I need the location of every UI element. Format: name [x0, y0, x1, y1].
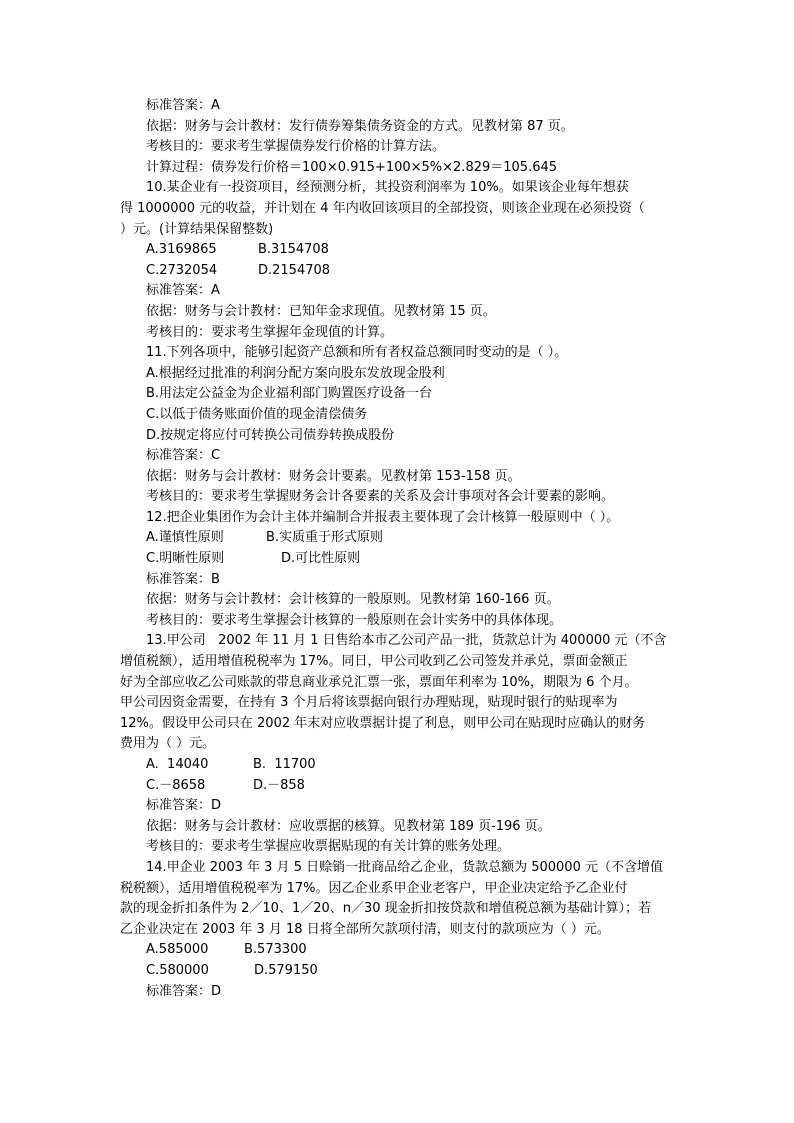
text-line: B.用法定公益金为企业福利部门购置医疗设备一台: [146, 386, 433, 402]
text-line: 乙企业决定在 2003 年 3 月 18 日将全部所欠款项付清，则支付的款项应为（ ）元。: [120, 921, 610, 937]
option-right: D.579150: [254, 962, 318, 978]
text-line: 增值税额），适用增值税税率为 17%。同日，甲公司收到乙公司签发并承兑，票面金额正: [120, 654, 628, 670]
text-line: 考核目的：要求考生掌握债券发行价格的计算方法。: [146, 139, 446, 155]
text-line: ）元。(计算结果保留整数): [120, 221, 274, 237]
text-line: 标准答案：A: [146, 283, 220, 299]
text-line: 费用为（ ）元。: [120, 736, 216, 752]
option-right: B.3154708: [258, 242, 329, 258]
text-line: 10.某企业有一投资项目，经预测分析，其投资利润率为 10%。如果该企业每年想获: [146, 180, 629, 196]
option-row: [0, 755, 794, 776]
text-line: 12%。假设甲公司只在 2002 年末对应收票据计提了利息，则甲公司在贴现时应确认的财务: [120, 715, 646, 731]
option-row: [0, 240, 794, 261]
text-line: C.以低于债务账面价值的现金清偿债务: [146, 406, 368, 422]
text-line: 12.把企业集团作为会计主体并编制合并报表主要体现了会计核算一般原则中（ ）。: [146, 509, 620, 525]
text-line: 好为全部应收乙公司账款的带息商业承兑汇票一张，票面年利率为 10%，期限为 6 个月。: [120, 674, 638, 690]
option-left: C.580000: [146, 962, 209, 978]
text-line: 依据：财务与会计教材：应收票据的核算。见教材第 189 页-196 页。: [146, 818, 551, 834]
text-line: 标准答案：D: [146, 983, 222, 999]
text-line: 考核目的：要求考生掌握会计核算的一般原则在会计实务中的具体体现。: [146, 612, 563, 628]
option-left: C.2732054: [146, 262, 218, 278]
text-line: A.根据经过批准的利润分配方案向股东发放现金股利: [146, 365, 445, 381]
text-line: 得 1000000 元的收益，并计划在 4 年内收回该项目的全部投资，则该企业现在必须投资（: [120, 200, 645, 216]
text-line: 税税额），适用增值税税率为 17%。因乙企业系甲企业老客户，甲企业决定给予乙企业付: [120, 880, 628, 896]
text-line: 甲公司因资金需要，在持有 3 个月后将该票据向银行办理贴现，贴现时银行的贴现率为: [120, 695, 618, 711]
text-line: D.按规定将应付可转换公司债券转换成股份: [146, 427, 395, 443]
text-line: 标准答案：D: [146, 798, 222, 814]
text-line: 依据：财务与会计教材：已知年金求现值。见教材第 15 页。: [146, 303, 496, 319]
text-line: 依据：财务与会计教材：财务会计要素。见教材第 153-158 页。: [146, 468, 521, 484]
text-line: 标准答案：A: [146, 98, 220, 113]
option-left: A.585000: [146, 942, 209, 958]
option-row: [0, 549, 794, 570]
text-line: 标准答案：B: [146, 571, 220, 587]
text-line: 11.下列各项中，能够引起资产总额和所有者权益总额同时变动的是（ ）。: [146, 345, 568, 361]
option-right: B.实质重于形式原则: [266, 530, 384, 546]
text-line: 标准答案：C: [146, 448, 221, 464]
option-right: B. 11700: [253, 757, 316, 772]
option-right: B.573300: [244, 942, 307, 958]
text-line: 款的现金折扣条件为 2／10、1／20、n／30 现金折扣按贷款和增值税总额为基础计算）；若: [120, 901, 652, 917]
option-left: C.明晰性原则: [146, 551, 225, 567]
text-line: 考核目的：要求考生掌握应收票据贴现的有关计算的账务处理。: [146, 839, 511, 855]
document-page: [0, 96, 794, 1002]
option-left: C.－8658: [146, 777, 206, 793]
option-row: [0, 961, 794, 982]
option-right: D.可比性原则: [281, 551, 361, 567]
option-left: A.谨慎性原则: [146, 530, 224, 546]
option-row: [0, 940, 794, 961]
text-line: 依据：财务与会计教材：发行债券筹集债务资金的方式。见教材第 87 页。: [146, 118, 574, 134]
text-line: 13.甲公司 2002 年 11 月 1 日售给本市乙公司产品一批，货款总计为 400000 元（不含: [146, 633, 667, 649]
text-line: 依据：财务与会计教材：会计核算的一般原则。见教材第 160-166 页。: [146, 592, 560, 608]
text-line: 计算过程：债券发行价格＝100×0.915+100×5%×2.829＝105.645: [146, 159, 558, 175]
text-line: 考核目的：要求考生掌握年金现值的计算。: [146, 324, 394, 340]
option-row: [0, 776, 794, 797]
option-left: A. 14040: [146, 757, 209, 772]
option-row: [0, 528, 794, 549]
option-left: A.3169865: [146, 242, 217, 258]
option-row: [0, 261, 794, 282]
option-right: D.2154708: [258, 262, 331, 278]
text-line: 考核目的：要求考生掌握财务会计各要素的关系及会计事项对各会计要素的影响。: [146, 489, 615, 505]
text-line: 14.甲企业 2003 年 3 月 5 日赊销一批商品给乙企业，货款总额为 500000 元（不含增值: [146, 859, 663, 875]
option-right: D.－858: [253, 777, 305, 793]
